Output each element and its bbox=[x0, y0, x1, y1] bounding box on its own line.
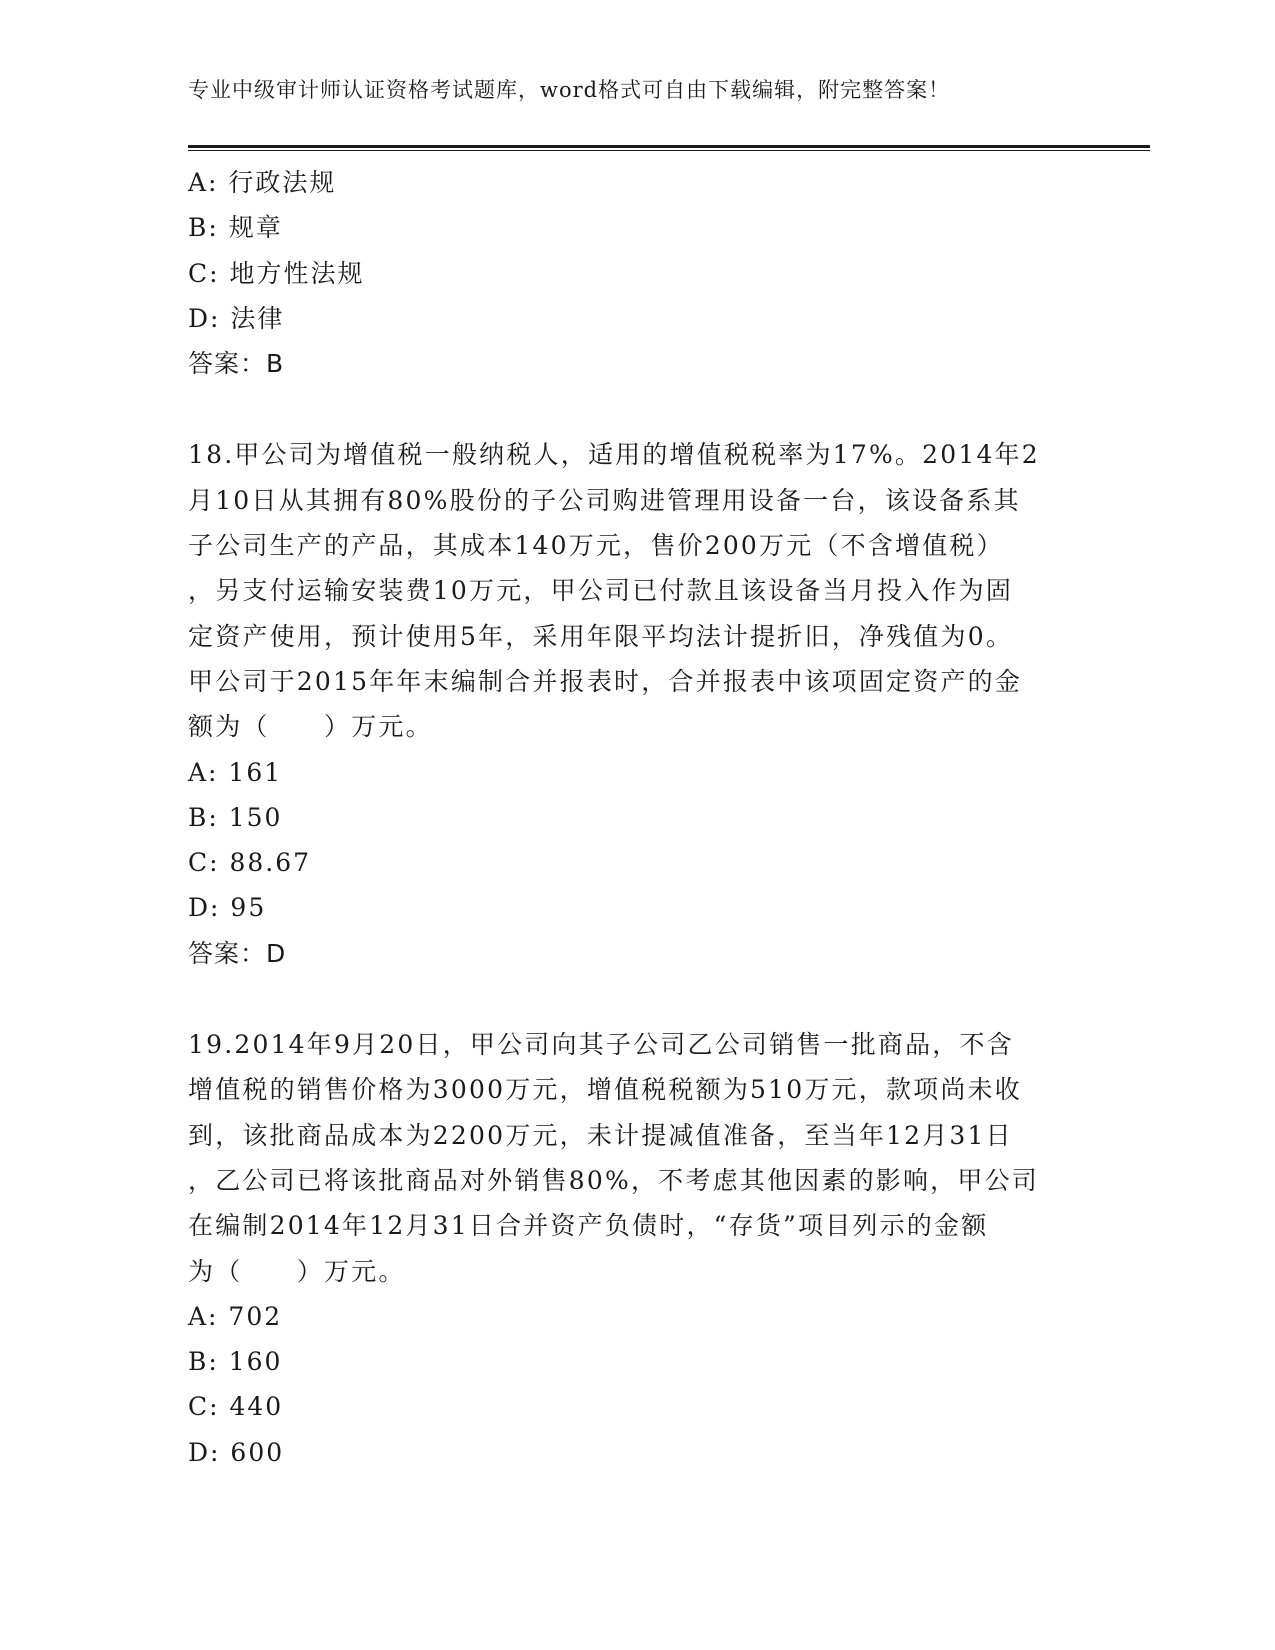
question-19-line: 19.2014年9月20日，甲公司向其子公司乙公司销售一批商品，不含 bbox=[188, 1030, 1014, 1060]
header-rule-thick bbox=[188, 145, 1150, 148]
question-18-answer: 答案：D bbox=[188, 938, 287, 968]
question-19-options bbox=[188, 1294, 1088, 1475]
document-body bbox=[188, 160, 1088, 1475]
question-18-line: 定资产使用，预计使用5年，采用年限平均法计提折旧，净残值为0。 bbox=[188, 621, 1014, 651]
page-header: 专业中级审计师认证资格考试题库，word格式可自由下载编辑，附完整答案！ bbox=[188, 78, 951, 102]
question-18-line: 子公司生产的产品，其成本140万元，售价200万元（不含增值税） bbox=[188, 531, 1004, 561]
option-c: C: 地方性法规 bbox=[188, 258, 365, 288]
question-18-line: 18.甲公司为增值税一般纳税人，适用的增值税税率为17%。2014年2 bbox=[188, 440, 1040, 470]
option-a: A: 161 bbox=[188, 757, 283, 787]
question-18-line: 月10日从其拥有80%股份的子公司购进管理用设备一台，该设备系其 bbox=[188, 485, 1021, 515]
question-18-line: ，另支付运输安装费10万元，甲公司已付款且该设备当月投入作为固 bbox=[188, 576, 1014, 606]
question-18-options bbox=[188, 750, 1088, 931]
option-c: C: 440 bbox=[188, 1392, 284, 1422]
option-a: A: 702 bbox=[188, 1301, 283, 1331]
question-19-stem bbox=[188, 1022, 1088, 1294]
question-18-stem bbox=[188, 432, 1088, 749]
question-19-line: 在编制2014年12月31日合并资产负债时，“存货”项目列示的金额 bbox=[188, 1211, 989, 1241]
question-18-line: 甲公司于2015年年末编制合并报表时，合并报表中该项固定资产的金 bbox=[188, 666, 1023, 696]
option-b: B: 规章 bbox=[188, 213, 283, 243]
question-19-line: 到，该批商品成本为2200万元，未计提减值准备，至当年12月31日 bbox=[188, 1120, 1013, 1150]
option-b: B: 160 bbox=[188, 1347, 283, 1377]
option-d: D: 法律 bbox=[188, 303, 285, 333]
prev-question-answer: 答案：B bbox=[188, 349, 285, 379]
option-d: D: 600 bbox=[188, 1437, 285, 1467]
option-a: A: 行政法规 bbox=[188, 168, 337, 197]
header-rule-thin bbox=[188, 150, 1150, 151]
question-18-line: 额为（ ）万元。 bbox=[188, 712, 433, 742]
option-b: B: 150 bbox=[188, 802, 283, 832]
question-19-line: 增值税的销售价格为3000万元，增值税税额为510万元，款项尚未收 bbox=[188, 1075, 1022, 1105]
question-19-line: 为（ ）万元。 bbox=[188, 1256, 406, 1286]
question-19-line: ，乙公司已将该批商品对外销售80%，不考虑其他因素的影响，甲公司 bbox=[188, 1165, 1039, 1195]
option-d: D: 95 bbox=[188, 893, 267, 923]
option-c: C: 88.67 bbox=[188, 848, 312, 878]
prev-question-options bbox=[188, 160, 1088, 341]
